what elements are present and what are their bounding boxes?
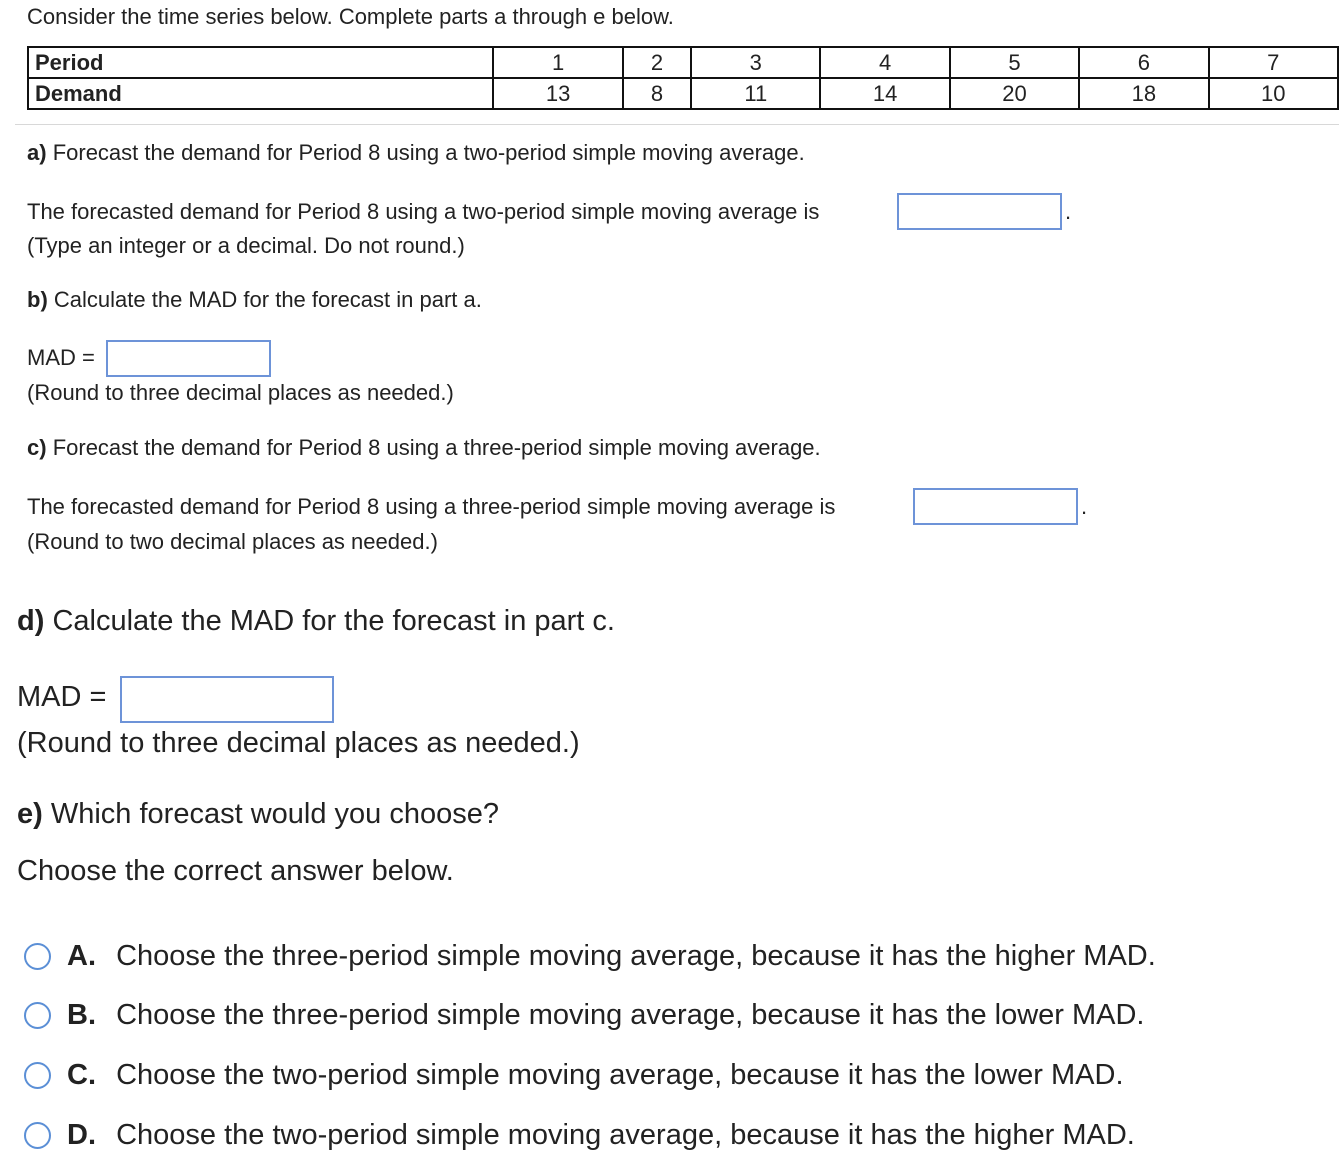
demand-cell: 11	[691, 78, 820, 109]
part-c-label: c)	[27, 435, 47, 460]
part-a-answer-suffix: .	[1065, 199, 1072, 224]
part-e-instruction: Choose the correct answer below.	[17, 855, 454, 887]
period-cell: 1	[493, 47, 622, 78]
demand-cell: 14	[820, 78, 949, 109]
part-e-label: e)	[17, 798, 43, 830]
row-label-period: Period	[28, 47, 493, 78]
part-d-hint: (Round to three decimal places as needed.)	[17, 727, 580, 759]
period-cell: 2	[623, 47, 691, 78]
choice-b-text: Choose the three-period simple moving average, because it has the lower MAD.	[116, 999, 1145, 1031]
part-e-question-text: Which forecast would you choose?	[50, 798, 499, 830]
part-c-forecast-input[interactable]	[913, 488, 1078, 525]
period-cell: 3	[691, 47, 820, 78]
choice-b[interactable]	[67, 999, 1145, 1032]
part-d-mad-label: MAD =	[17, 681, 107, 713]
part-b-question	[27, 287, 482, 313]
part-b-label: b)	[27, 287, 48, 312]
period-cell: 6	[1079, 47, 1208, 78]
part-a-label: a)	[27, 140, 47, 165]
part-c-answer-suffix: .	[1081, 494, 1088, 519]
part-d-question	[17, 605, 615, 638]
demand-cell: 10	[1209, 78, 1338, 109]
row-label-demand: Demand	[28, 78, 493, 109]
period-cell: 5	[950, 47, 1079, 78]
part-b-mad-label: MAD =	[27, 345, 95, 370]
choice-d-radio[interactable]	[24, 1122, 51, 1149]
period-row	[28, 47, 1338, 78]
demand-row	[28, 78, 1338, 109]
part-a-question-text: Forecast the demand for Period 8 using a two-period simple moving average.	[52, 140, 805, 165]
choice-a-text: Choose the three-period simple moving average, because it has the higher MAD.	[116, 940, 1156, 972]
choice-a-radio[interactable]	[24, 943, 51, 970]
period-cell: 4	[820, 47, 949, 78]
part-d-mad-input[interactable]	[120, 676, 334, 723]
part-a-forecast-input[interactable]	[897, 193, 1062, 230]
choice-a-letter: A.	[67, 940, 96, 972]
demand-cell: 13	[493, 78, 622, 109]
part-c-question-text: Forecast the demand for Period 8 using a three-period simple moving average.	[52, 435, 821, 460]
choice-d-letter: D.	[67, 1119, 96, 1151]
part-d-question-text: Calculate the MAD for the forecast in part c.	[52, 605, 615, 637]
choice-a[interactable]	[67, 940, 1156, 973]
choice-b-letter: B.	[67, 999, 96, 1031]
section-divider	[15, 124, 1339, 125]
choice-b-radio[interactable]	[24, 1002, 51, 1029]
part-e-question	[17, 798, 499, 831]
part-a-hint: (Type an integer or a decimal. Do not round.)	[27, 233, 465, 258]
demand-cell: 8	[623, 78, 691, 109]
demand-cell: 18	[1079, 78, 1208, 109]
choice-c-letter: C.	[67, 1059, 96, 1091]
choice-c[interactable]	[67, 1059, 1124, 1092]
choice-c-radio[interactable]	[24, 1062, 51, 1089]
part-b-question-text: Calculate the MAD for the forecast in part a.	[53, 287, 482, 312]
part-a-answer-prefix: The forecasted demand for Period 8 using a two-period simple moving average is	[27, 199, 820, 224]
instructions-text: Consider the time series below. Complete parts a through e below.	[27, 4, 674, 29]
choice-d-text: Choose the two-period simple moving average, because it has the higher MAD.	[116, 1119, 1135, 1151]
part-b-mad-input[interactable]	[106, 340, 271, 377]
part-c-question	[27, 435, 821, 461]
demand-cell: 20	[950, 78, 1079, 109]
choice-c-text: Choose the two-period simple moving average, because it has the lower MAD.	[116, 1059, 1124, 1091]
period-cell: 7	[1209, 47, 1338, 78]
part-c-hint: (Round to two decimal places as needed.)	[27, 529, 438, 554]
time-series-table	[27, 46, 1339, 110]
part-b-hint: (Round to three decimal places as needed.)	[27, 380, 454, 405]
part-d-label: d)	[17, 605, 45, 637]
choice-d[interactable]	[67, 1119, 1135, 1152]
part-a-question	[27, 140, 805, 166]
part-c-answer-prefix: The forecasted demand for Period 8 using a three-period simple moving average is	[27, 494, 836, 519]
